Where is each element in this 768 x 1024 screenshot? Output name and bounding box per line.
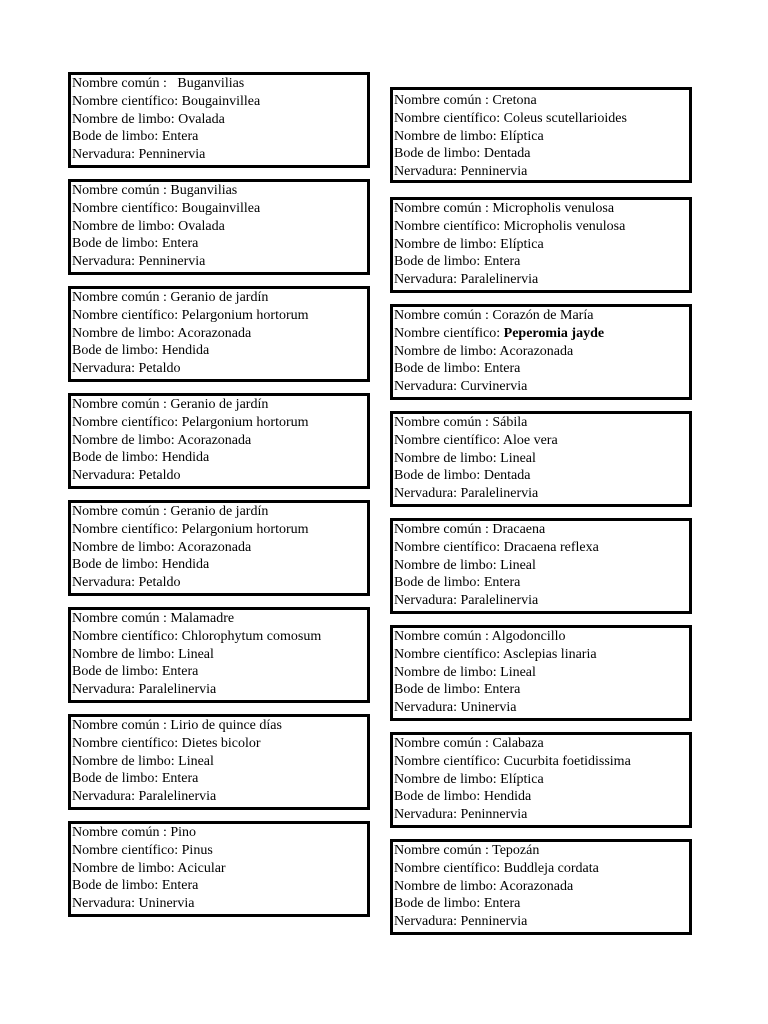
scientific-name-line: Nombre científico: Coleus scutellarioides [394,110,627,126]
blade-edge-line: Bode de limbo: Dentada [394,146,531,162]
common-name-line: Nombre común : Geranio de jardín [72,397,269,412]
blade-shape-line: Nombre de limbo: Elíptica [394,771,544,787]
plant-card [68,286,370,382]
scientific-name-line: Nombre científico: Dracaena reflexa [394,539,599,555]
blade-edge-line: Bode de limbo: Hendida [72,557,210,573]
blade-edge-line: Bode de limbo: Entera [72,878,199,894]
blade-shape-line: Nombre de limbo: Acorazonada [72,539,252,555]
blade-shape-line: Nombre de limbo: Ovalada [72,218,225,234]
scientific-name-line: Nombre científico: Pelargonium hortorum [72,521,309,537]
plant-card [390,839,692,935]
blade-edge-line: Bode de limbo: Hendida [72,343,210,359]
common-name-line: Nombre común : Buganvilias [72,76,245,91]
blade-edge-line: Bode de limbo: Entera [394,361,521,377]
scientific-name-line: Nombre científico: Pinus [72,842,213,858]
common-name-line: Nombre común : Calabaza [394,736,544,751]
venation-line: Nervadura: Paralelinervia [72,682,217,698]
blade-shape-line: Nombre de limbo: Lineal [394,557,536,573]
blade-shape-line: Nombre de limbo: Lineal [72,646,214,662]
scientific-name-line: Nombre científico: Aloe vera [394,432,558,448]
plant-card [68,72,370,168]
blade-shape-line: Nombre de limbo: Ovalada [72,111,225,127]
scientific-name-line: Nombre científico: Asclepias linaria [394,646,597,662]
common-name-line: Nombre común : Micropholis venulosa [394,201,615,216]
common-name-line: Nombre común : Cretona [394,93,537,108]
venation-line: Nervadura: Penninervia [72,147,206,163]
blade-edge-line: Bode de limbo: Dentada [394,468,531,484]
scientific-name-line: Nombre científico: Dietes bicolor [72,735,261,751]
common-name-line: Nombre común : Pino [72,825,197,840]
venation-line: Nervadura: Penninervia [72,254,206,270]
common-name-line: Nombre común : Geranio de jardín [72,290,269,305]
venation-line: Nervadura: Peninnervia [394,807,528,823]
scientific-name-line: Nombre científico: Micropholis venulosa [394,218,626,234]
common-name-line: Nombre común : Corazón de María [394,308,594,323]
blade-shape-line: Nombre de limbo: Acicular [72,860,226,876]
blade-shape-line: Nombre de limbo: Acorazonada [394,878,574,894]
plant-card [390,732,692,828]
blade-edge-line: Bode de limbo: Entera [394,254,521,270]
venation-line: Nervadura: Petaldo [72,468,181,484]
venation-line: Nervadura: Paralelinervia [394,593,539,609]
scientific-name-line: Nombre científico: Buddleja cordata [394,860,599,876]
plant-card [68,179,370,275]
venation-line: Nervadura: Curvinervia [394,379,528,395]
common-name-line: Nombre común : Dracaena [394,522,546,537]
plant-card [390,518,692,614]
blade-shape-line: Nombre de limbo: Elíptica [394,236,544,252]
venation-line: Nervadura: Paralelinervia [394,486,539,502]
common-name-line: Nombre común : Malamadre [72,611,235,626]
venation-line: Nervadura: Paralelinervia [72,789,217,805]
blade-edge-line: Bode de limbo: Entera [394,575,521,591]
blade-edge-line: Bode de limbo: Entera [394,896,521,912]
common-name-line: Nombre común : Tepozán [394,843,540,858]
blade-edge-line: Bode de limbo: Entera [72,236,199,252]
plant-card [390,87,692,183]
venation-line: Nervadura: Paralelinervia [394,272,539,288]
venation-line: Nervadura: Uninervia [72,896,195,912]
plant-card [390,197,692,293]
blade-shape-line: Nombre de limbo: Acorazonada [394,343,574,359]
blade-edge-line: Bode de limbo: Entera [394,682,521,698]
scientific-name-line: Nombre científico: Chlorophytum comosum [72,628,322,644]
blade-edge-line: Bode de limbo: Entera [72,771,199,787]
scientific-name-line: Nombre científico: Bougainvillea [72,200,261,216]
blade-shape-line: Nombre de limbo: Lineal [394,450,536,466]
blade-edge-line: Bode de limbo: Hendida [72,450,210,466]
scientific-name-line: Nombre científico: Pelargonium hortorum [72,307,309,323]
venation-line: Nervadura: Petaldo [72,361,181,377]
blade-shape-line: Nombre de limbo: Lineal [394,664,536,680]
blade-shape-line: Nombre de limbo: Lineal [72,753,214,769]
venation-line: Nervadura: Petaldo [72,575,181,591]
plant-card [390,625,692,721]
common-name-line: Nombre común : Geranio de jardín [72,504,269,519]
plant-card [68,393,370,489]
common-name-line: Nombre común : Buganvilias [72,183,238,198]
common-name-line: Nombre común : Algodoncillo [394,629,566,644]
plant-card [68,500,370,596]
scientific-name-line: Nombre científico: Cucurbita foetidissima [394,753,631,769]
common-name-line: Nombre común : Lirio de quince días [72,718,282,733]
blade-shape-line: Nombre de limbo: Acorazonada [72,325,252,341]
scientific-name-line: Nombre científico: Peperomia jayde [394,325,605,341]
blade-shape-line: Nombre de limbo: Acorazonada [72,432,252,448]
plant-card [68,607,370,703]
plant-card [68,821,370,917]
plant-card [68,714,370,810]
scientific-name-line: Nombre científico: Bougainvillea [72,93,261,109]
blade-shape-line: Nombre de limbo: Elíptica [394,128,544,144]
blade-edge-line: Bode de limbo: Entera [72,129,199,145]
venation-line: Nervadura: Uninervia [394,700,517,716]
scientific-name-line: Nombre científico: Pelargonium hortorum [72,414,309,430]
venation-line: Nervadura: Penninervia [394,914,528,930]
blade-edge-line: Bode de limbo: Entera [72,664,199,680]
plant-card [390,411,692,507]
blade-edge-line: Bode de limbo: Hendida [394,789,532,805]
plant-card [390,304,692,400]
venation-line: Nervadura: Penninervia [394,164,528,180]
common-name-line: Nombre común : Sábila [394,415,528,430]
